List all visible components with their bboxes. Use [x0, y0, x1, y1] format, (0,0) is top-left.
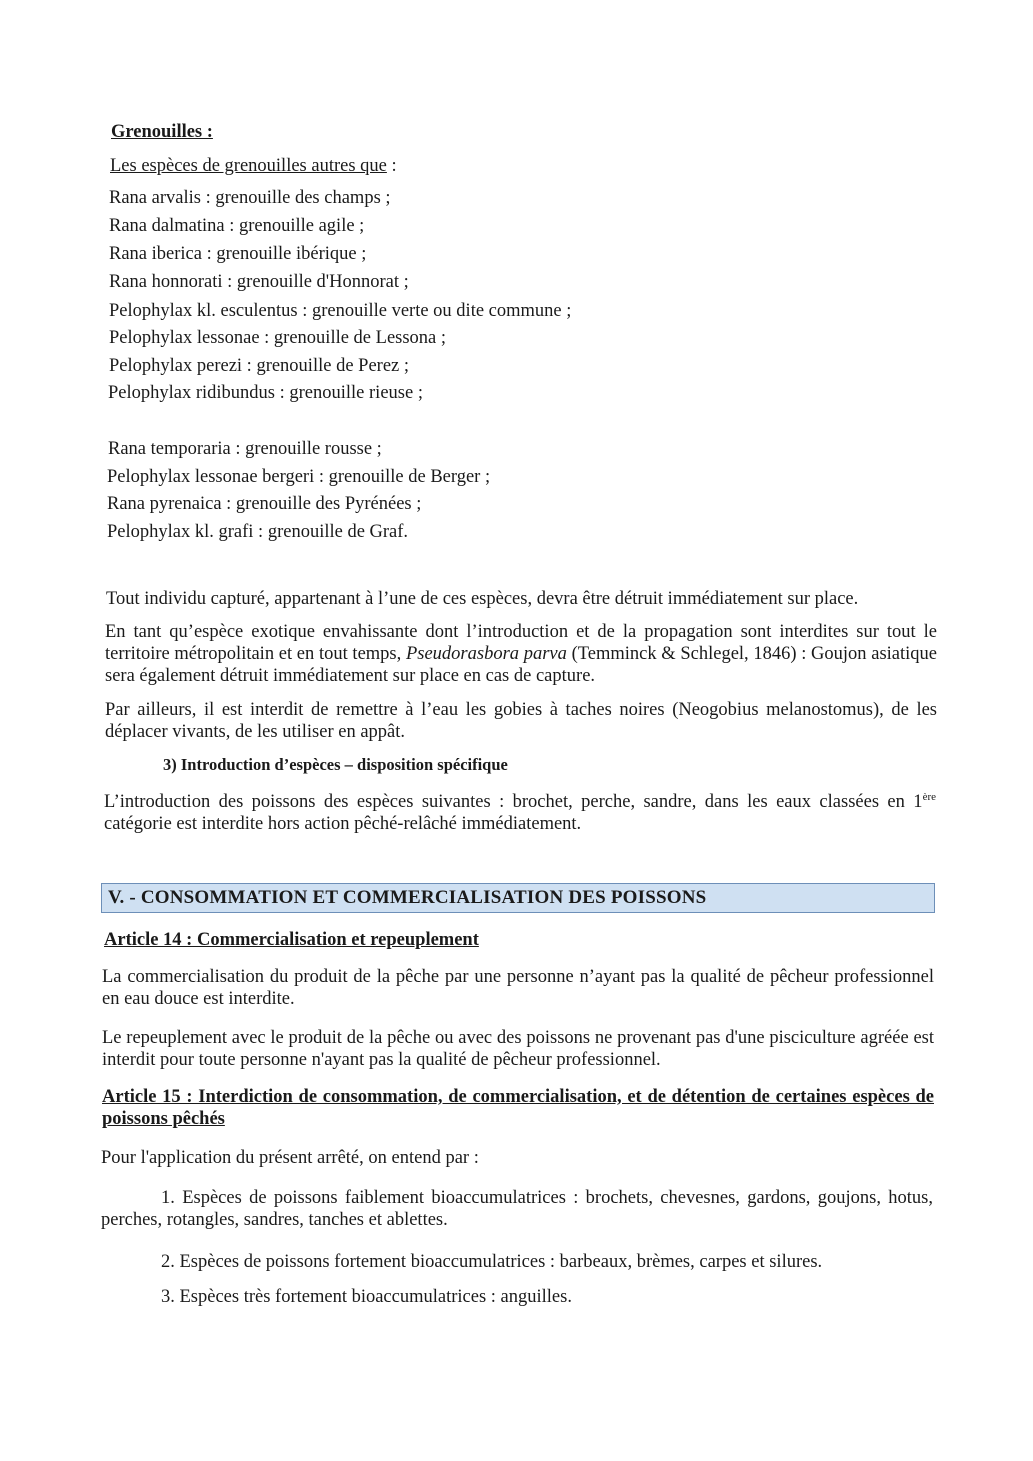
introduction-text-after: catégorie est interdite hors action pêché-relâché immédiatement. — [104, 814, 582, 834]
article-15-heading: Article 15 : Interdiction de consommation, de commercialisation, et de détention de certaines espèces de poissons pêchés — [102, 1087, 934, 1129]
species-item: Rana pyrenaica : grenouille des Pyrénées ; — [107, 494, 422, 514]
grenouilles-heading: Grenouilles : — [111, 122, 213, 142]
species-item: Pelophylax lessonae : grenouille de Lessona ; — [109, 328, 447, 348]
species-item: Rana dalmatina : grenouille agile ; — [109, 216, 365, 236]
gobies-paragraph: Par ailleurs, il est interdit de remettre à l’eau les gobies à taches noires (Neogobius melanostomus), de les déplacer vivants, de les utiliser en appât. — [105, 700, 937, 742]
article-15-item: 1. Espèces de poissons faiblement bioaccumulatrices : brochets, chevesnes, gardons, goujons, hotus, perches, rotangles, sandres, tanches et ablettes. — [101, 1188, 933, 1230]
species-item: Rana temporaria : grenouille rousse ; — [108, 439, 382, 459]
species-item: Pelophylax ridibundus : grenouille rieuse ; — [108, 383, 423, 403]
introduction-subheading: 3) Introduction d’espèces – disposition spécifique — [163, 755, 508, 774]
article-15-intro: Pour l'application du présent arrêté, on entend par : — [101, 1148, 479, 1168]
capture-paragraph: Tout individu capturé, appartenant à l’une de ces espèces, devra être détruit immédiatement sur place. — [106, 589, 859, 609]
introduction-superscript: ère — [922, 790, 936, 803]
species-item: Pelophylax kl. grafi : grenouille de Graf. — [107, 522, 409, 542]
section-v-title: V. - CONSOMMATION ET COMMERCIALISATION DES POISSONS — [108, 887, 707, 908]
exotic-text-after: (Temminck & Schlegel, 1846) : Goujon asiatique sera également détruit immédiatement sur place en cas de capture. — [105, 644, 937, 686]
species-item: Rana iberica : grenouille ibérique ; — [109, 244, 367, 264]
article-14-heading: Article 14 : Commercialisation et repeuplement — [104, 930, 479, 950]
species-item: Rana arvalis : grenouille des champs ; — [109, 188, 391, 208]
exotic-species-paragraph — [105, 621, 937, 687]
introduction-text-before: L’introduction des poissons des espèces suivantes : brochet, perche, sandre, dans les eaux classées en 1 — [104, 792, 923, 812]
grenouilles-intro-underlined: Les espèces de grenouilles autres que — [110, 156, 387, 176]
species-item: Pelophylax lessonae bergeri : grenouille de Berger ; — [107, 467, 491, 487]
species-item: Pelophylax kl. esculentus : grenouille verte ou dite commune ; — [109, 301, 572, 321]
article-14-paragraph-2: Le repeuplement avec le produit de la pêche ou avec des poissons ne provenant pas d'une pisciculture agréée est interdit pour toute personne n'ayant pas la qualité de pêcheur professionnel. — [102, 1028, 934, 1070]
article-15-item: 3. Espèces très fortement bioaccumulatrices : anguilles. — [161, 1287, 572, 1307]
grenouilles-intro-tail: : — [386, 156, 397, 176]
species-item: Rana honnorati : grenouille d'Honnorat ; — [109, 272, 409, 292]
grenouilles-intro — [110, 154, 397, 178]
exotic-text-before: En tant qu’espèce exotique envahissante dont l’introduction et de la propagation sont interdites sur tout le territoire métropolitain et en tout temps, — [105, 622, 937, 664]
species-item: Pelophylax perezi : grenouille de Perez ; — [109, 356, 410, 376]
introduction-paragraph — [104, 791, 936, 835]
section-v-banner — [101, 883, 935, 913]
article-15-item: 2. Espèces de poissons fortement bioaccumulatrices : barbeaux, brèmes, carpes et silures. — [161, 1252, 823, 1272]
article-14-paragraph-1: La commercialisation du produit de la pêche par une personne n’ayant pas la qualité de pêcheur professionnel en eau douce est interdite. — [102, 967, 934, 1009]
exotic-species-name: Pseudorasbora parva — [405, 644, 567, 664]
